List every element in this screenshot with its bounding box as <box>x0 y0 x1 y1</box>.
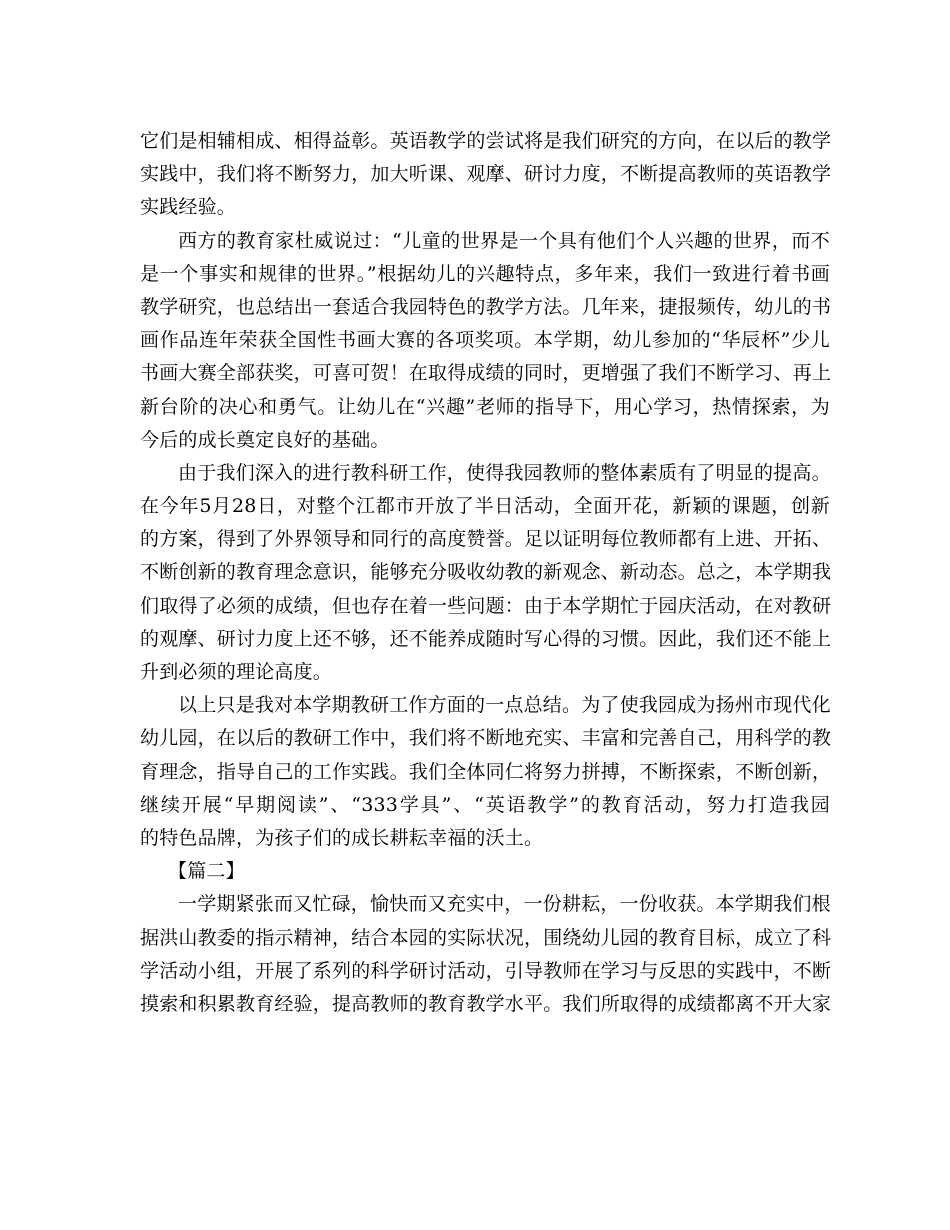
paragraph-first-line: 一学期紧张而又忙碌，愉快而又充实中，一份耕耘，一份收获。本学期我们根 <box>178 893 831 916</box>
text-line: 是一个事实和规律的世界。”根据幼儿的兴趣特点，多年来，我们一致进行着书画 <box>140 262 830 285</box>
text-line: 它们是相辅相成、相得益彰。英语教学的尝试将是我们研究的方向，在以后的教学 <box>140 130 832 152</box>
text-line: 在今年5月28日，对整个江都市开放了半日活动，全面开花，新颖的课题，创新 <box>140 495 830 518</box>
section-heading: 【篇二】 <box>168 860 245 883</box>
text-line: 实践经验。 <box>140 196 237 219</box>
text-line: 画作品连年荣获全国性书画大赛的各项奖项。本学期，幼儿参加的“华辰杯”少儿 <box>140 329 830 352</box>
text-line: 不断创新的教育理念意识，能够充分吸收幼教的新观念、新动态。总之，本学期我 <box>140 561 832 584</box>
text-line: 实践中，我们将不断努力，加大听课、观摩、研讨力度，不断提高教师的英语教学 <box>140 163 832 186</box>
text-line: 摸索和积累教育经验，提高教师的教育教学水平。我们所取得的成绩都离不开大家 <box>140 992 832 1015</box>
text-line: 学活动小组，开展了系列的科学研讨活动，引导教师在学习与反思的实践中，不断 <box>140 959 832 982</box>
text-line: 教学研究，也总结出一套适合我园特色的教学方法。几年来，捷报频传，幼儿的书 <box>140 295 832 318</box>
text-line: 今后的成长奠定良好的基础。 <box>140 428 390 451</box>
text-line: 新台阶的决心和勇气。让幼儿在“兴趣”老师的指导下，用心学习，热情探索，为 <box>140 395 830 418</box>
text-line: 的特色品牌，为孩子们的成长耕耘幸福的沃土。 <box>140 826 544 849</box>
paragraph-first-line: 由于我们深入的进行教科研工作，使得我园教师的整体素质有了明显的提高。 <box>178 461 831 484</box>
paragraph-first-line: 西方的教育家杜威说过：“儿童的世界是一个具有他们个人兴趣的世界，而不 <box>178 229 830 252</box>
text-line: 继续开展“早期阅读”、“333学具”、“英语教学”的教育活动，努力打造我园 <box>140 793 830 816</box>
text-line: 的观摩、研讨力度上还不够，还不能养成随时写心得的习惯。因此，我们还不能上 <box>140 627 832 650</box>
text-line: 据洪山教委的指示精神，结合本园的实际状况，围绕幼儿园的教育目标，成立了科 <box>140 926 832 949</box>
text-line: 升到必须的理论高度。 <box>140 661 333 683</box>
text-line: 的方案，得到了外界领导和同行的高度赞誉。足以证明每位教师都有上进、开拓、 <box>140 528 832 551</box>
paragraph-first-line: 以上只是我对本学期教研工作方面的一点总结。为了使我园成为扬州市现代化 <box>178 694 831 717</box>
text-line: 书画大赛全部获奖，可喜可贺！在取得成绩的同时，更增强了我们不断学习、再上 <box>140 362 832 385</box>
text-line: 们取得了必须的成绩，但也存在着一些问题：由于本学期忙于园庆活动，在对教研 <box>140 594 832 617</box>
text-line: 幼儿园，在以后的教研工作中，我们将不断地充实、丰富和完善自己，用科学的教 <box>140 727 832 750</box>
document-body <box>140 125 830 1021</box>
text-line: 育理念，指导自己的工作实践。我们全体同仁将努力拼搏，不断探索，不断创新， <box>140 760 832 783</box>
